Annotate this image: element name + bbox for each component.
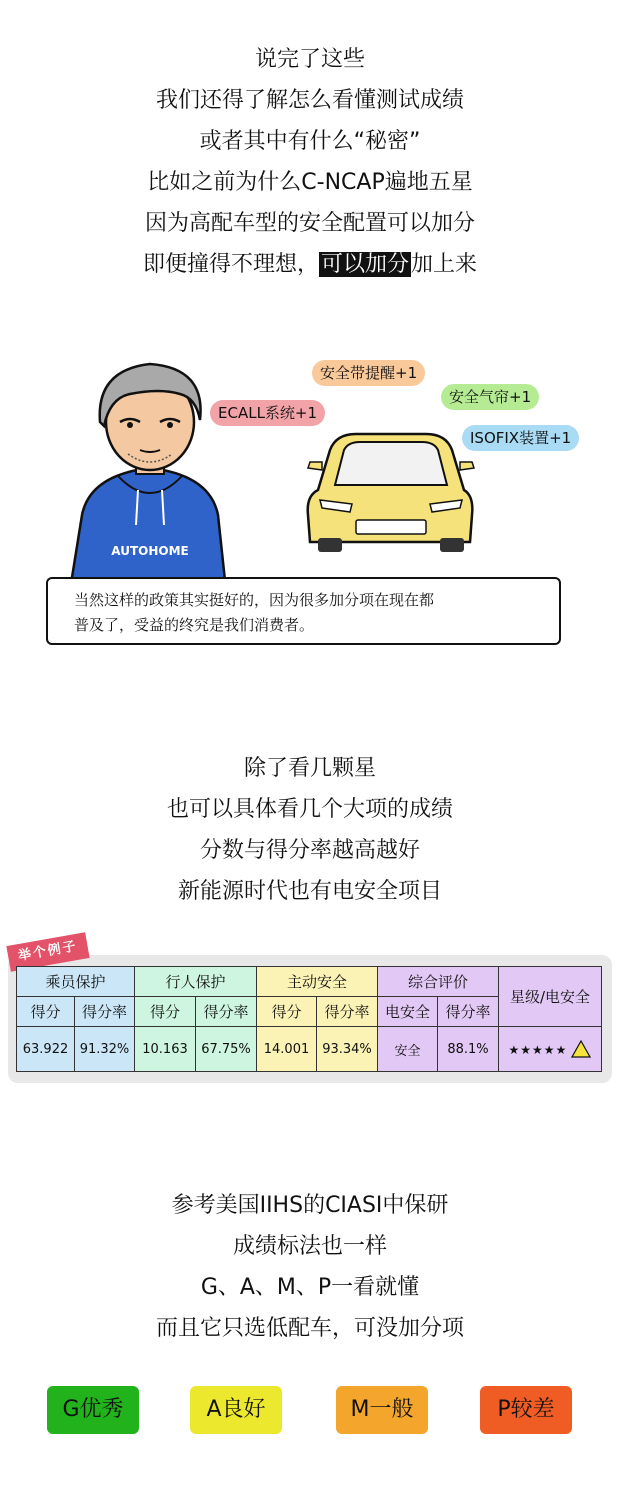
table-cell: 安全 bbox=[378, 1027, 438, 1072]
grade-badge-poor: P较差 bbox=[480, 1386, 572, 1434]
intro-line: 我们还得了解怎么看懂测试成绩 bbox=[155, 88, 464, 113]
sub-header: 电安全 bbox=[378, 997, 438, 1027]
intro-line: 说完了这些 bbox=[254, 47, 365, 72]
sub-header: 得分 bbox=[17, 997, 75, 1027]
highlight-text: 可以加分 bbox=[320, 252, 409, 277]
middle-line: 新能源时代也有电安全项目 bbox=[177, 879, 442, 904]
bubble-line: 普及了，受益的终究是我们消费者。 bbox=[74, 616, 315, 634]
table-cell-rating bbox=[499, 1027, 602, 1072]
sub-header: 得分率 bbox=[438, 997, 499, 1027]
middle-text bbox=[0, 748, 620, 912]
tag-ecall: ECALL系统+1 bbox=[210, 400, 325, 426]
warning-triangle-icon bbox=[571, 1040, 591, 1058]
middle-line: 分数与得分率越高越好 bbox=[199, 838, 420, 863]
group-header: 行人保护 bbox=[135, 967, 257, 997]
grade-badge-marginal: M一般 bbox=[336, 1386, 428, 1434]
tag-seatbelt-reminder: 安全带提醒+1 bbox=[312, 360, 425, 386]
table-cell: 91.32% bbox=[75, 1027, 135, 1072]
example-label: 举个例子 bbox=[6, 932, 89, 971]
sub-header: 得分 bbox=[135, 997, 196, 1027]
sub-header: 得分率 bbox=[196, 997, 257, 1027]
table-cell: 88.1% bbox=[438, 1027, 499, 1072]
bottom-line: 而且它只选低配车，可没加分项 bbox=[155, 1316, 464, 1341]
table-cell: 10.163 bbox=[135, 1027, 196, 1072]
intro-text bbox=[0, 39, 620, 285]
sub-header: 得分率 bbox=[317, 997, 378, 1027]
grade-badge-good: G优秀 bbox=[47, 1386, 139, 1434]
middle-line: 也可以具体看几个大项的成绩 bbox=[166, 797, 453, 822]
tag-isofix: ISOFIX装置+1 bbox=[462, 425, 579, 451]
intro-last-suffix: 加上来 bbox=[411, 252, 478, 277]
group-header: 主动安全 bbox=[257, 967, 378, 997]
five-stars: ★★★★★ bbox=[508, 1043, 568, 1057]
group-header: 星级/电安全 bbox=[499, 967, 602, 1027]
table-cell: 63.922 bbox=[17, 1027, 75, 1072]
sub-header: 得分 bbox=[257, 997, 317, 1027]
group-header: 乘员保护 bbox=[17, 967, 135, 997]
table-cell: 14.001 bbox=[257, 1027, 317, 1072]
bottom-text bbox=[0, 1185, 620, 1349]
intro-last-line bbox=[0, 244, 620, 285]
score-table bbox=[16, 966, 602, 1072]
car-illustration bbox=[308, 434, 474, 552]
intro-line: 比如之前为什么C-NCAP遍地五星 bbox=[147, 170, 473, 195]
bubble-line: 当然这样的政策其实挺好的，因为很多加分项在现在都 bbox=[74, 591, 435, 609]
intro-line: 因为高配车型的安全配置可以加分 bbox=[144, 211, 475, 236]
group-header: 综合评价 bbox=[378, 967, 499, 997]
sub-header: 得分率 bbox=[75, 997, 135, 1027]
tag-curtain-airbag: 安全气帘+1 bbox=[441, 384, 539, 410]
bottom-line: 成绩标法也一样 bbox=[232, 1234, 387, 1259]
bottom-line: 参考美国IIHS的CIASI中保研 bbox=[171, 1193, 449, 1218]
table-cell: 93.34% bbox=[317, 1027, 378, 1072]
bottom-line: G、A、M、P一看就懂 bbox=[200, 1275, 420, 1300]
grade-badge-acceptable: A良好 bbox=[190, 1386, 282, 1434]
speech-bubble bbox=[46, 577, 561, 645]
intro-line: 或者其中有什么“秘密” bbox=[199, 129, 421, 154]
hoodie-text: AUTOHOME bbox=[111, 544, 189, 558]
table-cell: 67.75% bbox=[196, 1027, 257, 1072]
middle-line: 除了看几颗星 bbox=[243, 756, 376, 781]
intro-last-prefix: 即便撞得不理想， bbox=[142, 252, 319, 277]
